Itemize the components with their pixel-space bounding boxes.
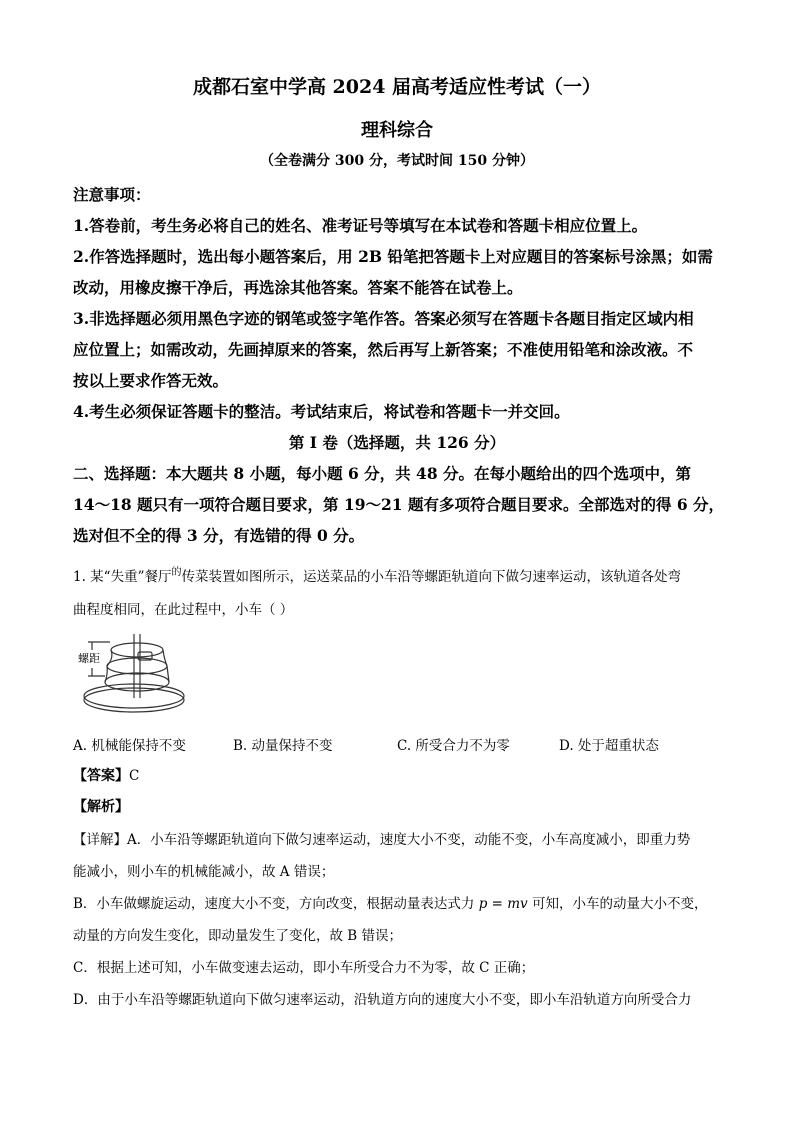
notice-item-2-line-2: 改动，用橡皮擦干净后，再选涂其他答案。答案不能答在试卷上。 xyxy=(73,278,523,297)
option-a: A. 机械能保持不变 xyxy=(73,738,186,754)
notice-item-1: 1.答卷前，考生务必将自己的姓名、准考证号等填写在本试卷和答题卡相应位置上。 xyxy=(73,216,648,235)
spiral-track-illustration xyxy=(72,628,192,718)
section-instruction-line-2: 14～18 题只有一项符合题目要求，第 19～21 题有多项符合题目要求。全部选对的得 6 分， xyxy=(73,495,725,514)
question-1-stem-line-1 xyxy=(73,565,681,585)
question-1-stem-line-2: 曲程度相同，在此过程中，小车（ ） xyxy=(73,602,294,618)
spiral-track-figure xyxy=(72,628,192,718)
detail-b-text-b: 可知，小车的动量大小不变， xyxy=(527,896,708,912)
detail-b-text-a: B．小车做螺旋运动，速度大小不变，方向改变，根据动量表达式力 xyxy=(73,896,479,912)
detail-line-1: 【详解】A．小车沿等螺距轨道向下做匀速率运动，速度大小不变，动能不变，小车高度减小，即重力势 xyxy=(73,832,691,848)
detail-line-2: 能减小，则小车的机械能减小，故 A 错误； xyxy=(73,864,335,880)
section-instruction-line-3: 选对但不全的得 3 分，有选错的得 0 分。 xyxy=(73,526,365,545)
notice-item-3-line-3: 按以上要求作答无效。 xyxy=(73,371,229,390)
option-b: B. 动量保持不变 xyxy=(233,738,333,754)
notice-item-4: 4.考生必须保证答题卡的整洁。考试结束后，将试卷和答题卡一并交回。 xyxy=(73,402,570,421)
section-instruction-line-1: 二、选择题：本大题共 8 小题，每小题 6 分，共 48 分。在每小题给出的四个选项中，第 xyxy=(73,464,692,483)
exam-title: 成都石室中学高 2024 届高考适应性考试（一） xyxy=(192,76,602,98)
question-1-stem-superscript: 的 xyxy=(171,567,182,578)
exam-subtitle: 理科综合 xyxy=(361,120,433,141)
option-d: D. 处于超重状态 xyxy=(559,738,659,754)
question-1-stem-part-a: 1. 某“失重”餐厅 xyxy=(73,569,172,585)
notice-heading: 注意事项： xyxy=(73,185,151,204)
part-title: 第 I 卷（选择题，共 126 分） xyxy=(288,433,506,452)
question-1-stem-part-b: 传菜装置如图所示，运送菜品的小车沿等螺距轨道向下做匀速率运动，该轨道各处弯 xyxy=(181,569,681,585)
momentum-formula: p = mv xyxy=(478,896,528,912)
detail-c: C．根据上述可知，小车做变速去运动，即小车所受合力不为零，故 C 正确； xyxy=(73,960,535,976)
detail-b-line-1 xyxy=(73,892,707,912)
pitch-label: 螺距 xyxy=(78,652,100,665)
detail-d: D．由于小车沿等螺距轨道向下做匀速率运动，沿轨道方向的速度大小不变，即小车沿轨道方向所受合力 xyxy=(73,992,692,1008)
score-info: （全卷满分 300 分，考试时间 150 分钟） xyxy=(260,153,534,169)
answer-line xyxy=(73,765,139,785)
notice-item-3-line-1: 3.非选择题必须用黑色字迹的钢笔或签字笔作答。答案必须写在答题卡各题目指定区域内相 xyxy=(73,309,694,328)
answer-label: 【答案】 xyxy=(73,768,129,784)
detail-b-line-2: 动量的方向发生变化，即动量发生了变化，故 B 错误； xyxy=(73,928,403,944)
answer-value: C xyxy=(129,768,140,784)
notice-item-3-line-2: 应位置上；如需改动，先画掉原来的答案，然后再写上新答案；不准使用铅笔和涂改液。不 xyxy=(73,340,694,359)
analysis-label: 【解析】 xyxy=(73,799,129,815)
notice-item-2-line-1: 2.作答选择题时，选出每小题答案后，用 2B 铅笔把答题卡上对应题目的答案标号涂黑；如需 xyxy=(73,247,713,266)
option-c: C. 所受合力不为零 xyxy=(397,738,510,754)
